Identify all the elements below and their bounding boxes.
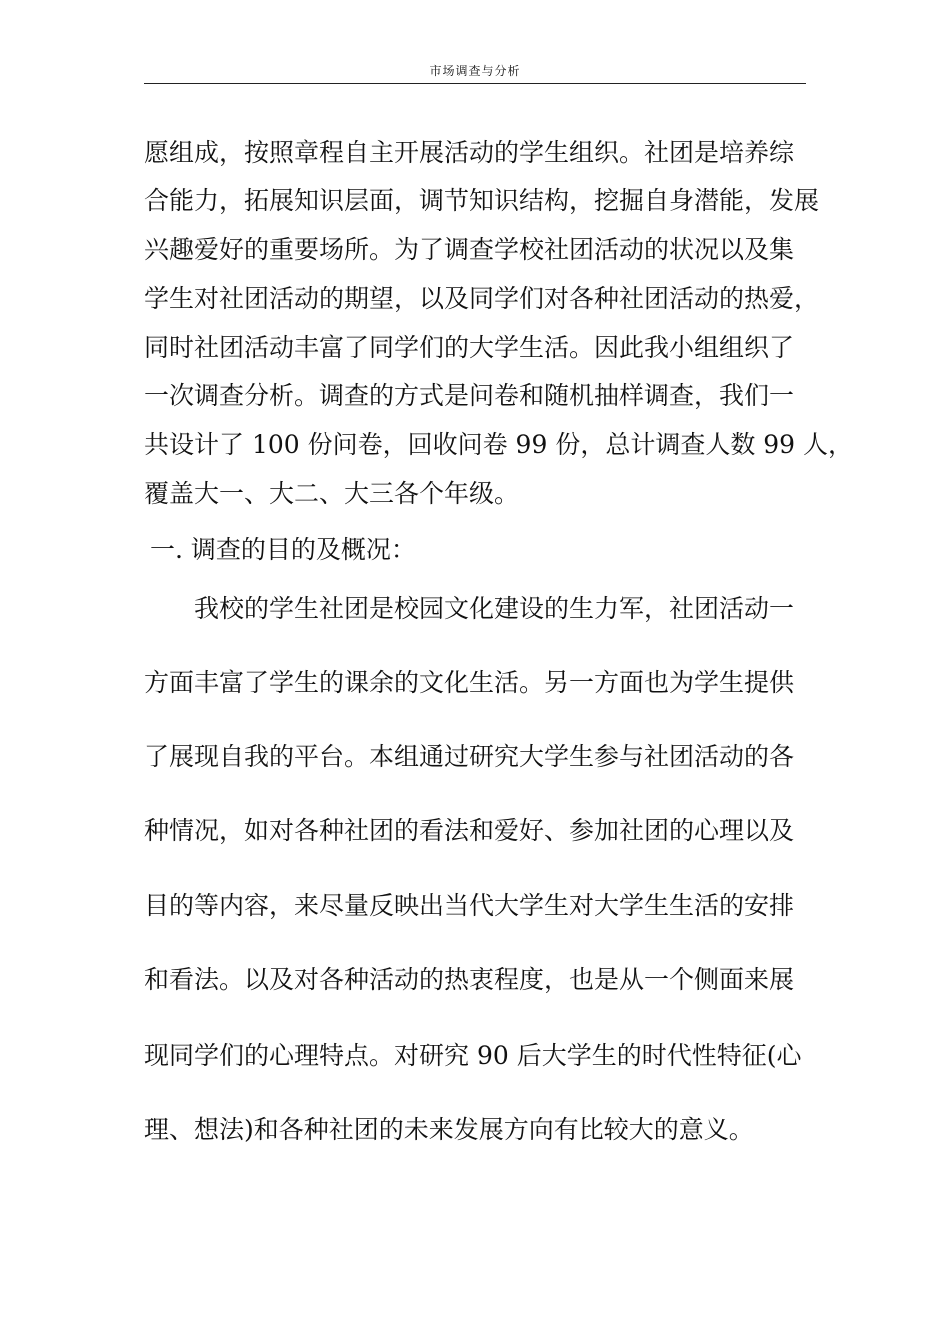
- intro-line: 合能力，拓展知识层面，调节知识结构，挖掘自身潜能，发展: [144, 186, 820, 215]
- header-title: 市场调查与分析: [429, 64, 521, 78]
- intro-line: 一次调查分析。调查的方式是问卷和随机抽样调查，我们一: [144, 381, 795, 410]
- intro-line: 兴趣爱好的重要场所。为了调查学校社团活动的状况以及集: [144, 235, 795, 264]
- body-line: 种情况，如对各种社团的看法和爱好、参加社团的心理以及: [144, 816, 795, 845]
- body-line: 现同学们的心理特点。对研究 90 后大学生的时代性特征(心: [144, 1041, 802, 1070]
- page-header: [144, 58, 806, 84]
- section-heading: 一. 调查的目的及概况：: [150, 535, 416, 564]
- body-line: 了展现自我的平台。本组通过研究大学生参与社团活动的各: [144, 742, 795, 771]
- intro-line: 学生对社团活动的期望，以及同学们对各种社团活动的热爱，: [144, 284, 820, 313]
- intro-line: 同时社团活动丰富了同学们的大学生活。因此我小组组织了: [144, 333, 795, 362]
- body-line: 方面丰富了学生的课余的文化生活。另一方面也为学生提供: [144, 668, 795, 697]
- body-line: 理、想法)和各种社团的未来发展方向有比较大的意义。: [144, 1115, 754, 1144]
- intro-line: 覆盖大一、大二、大三各个年级。: [144, 479, 520, 508]
- body-line: 我校的学生社团是校园文化建设的生力军，社团活动一: [194, 594, 795, 623]
- body-line: 和看法。以及对各种活动的热衷程度，也是从一个侧面来展: [144, 965, 795, 994]
- intro-line: 愿组成，按照章程自主开展活动的学生组织。社团是培养综: [144, 138, 795, 167]
- body-line: 目的等内容，来尽量反映出当代大学生对大学生生活的安排: [144, 891, 795, 920]
- intro-line: 共设计了 100 份问卷，回收问卷 99 份，总计调查人数 99 人，: [144, 430, 854, 459]
